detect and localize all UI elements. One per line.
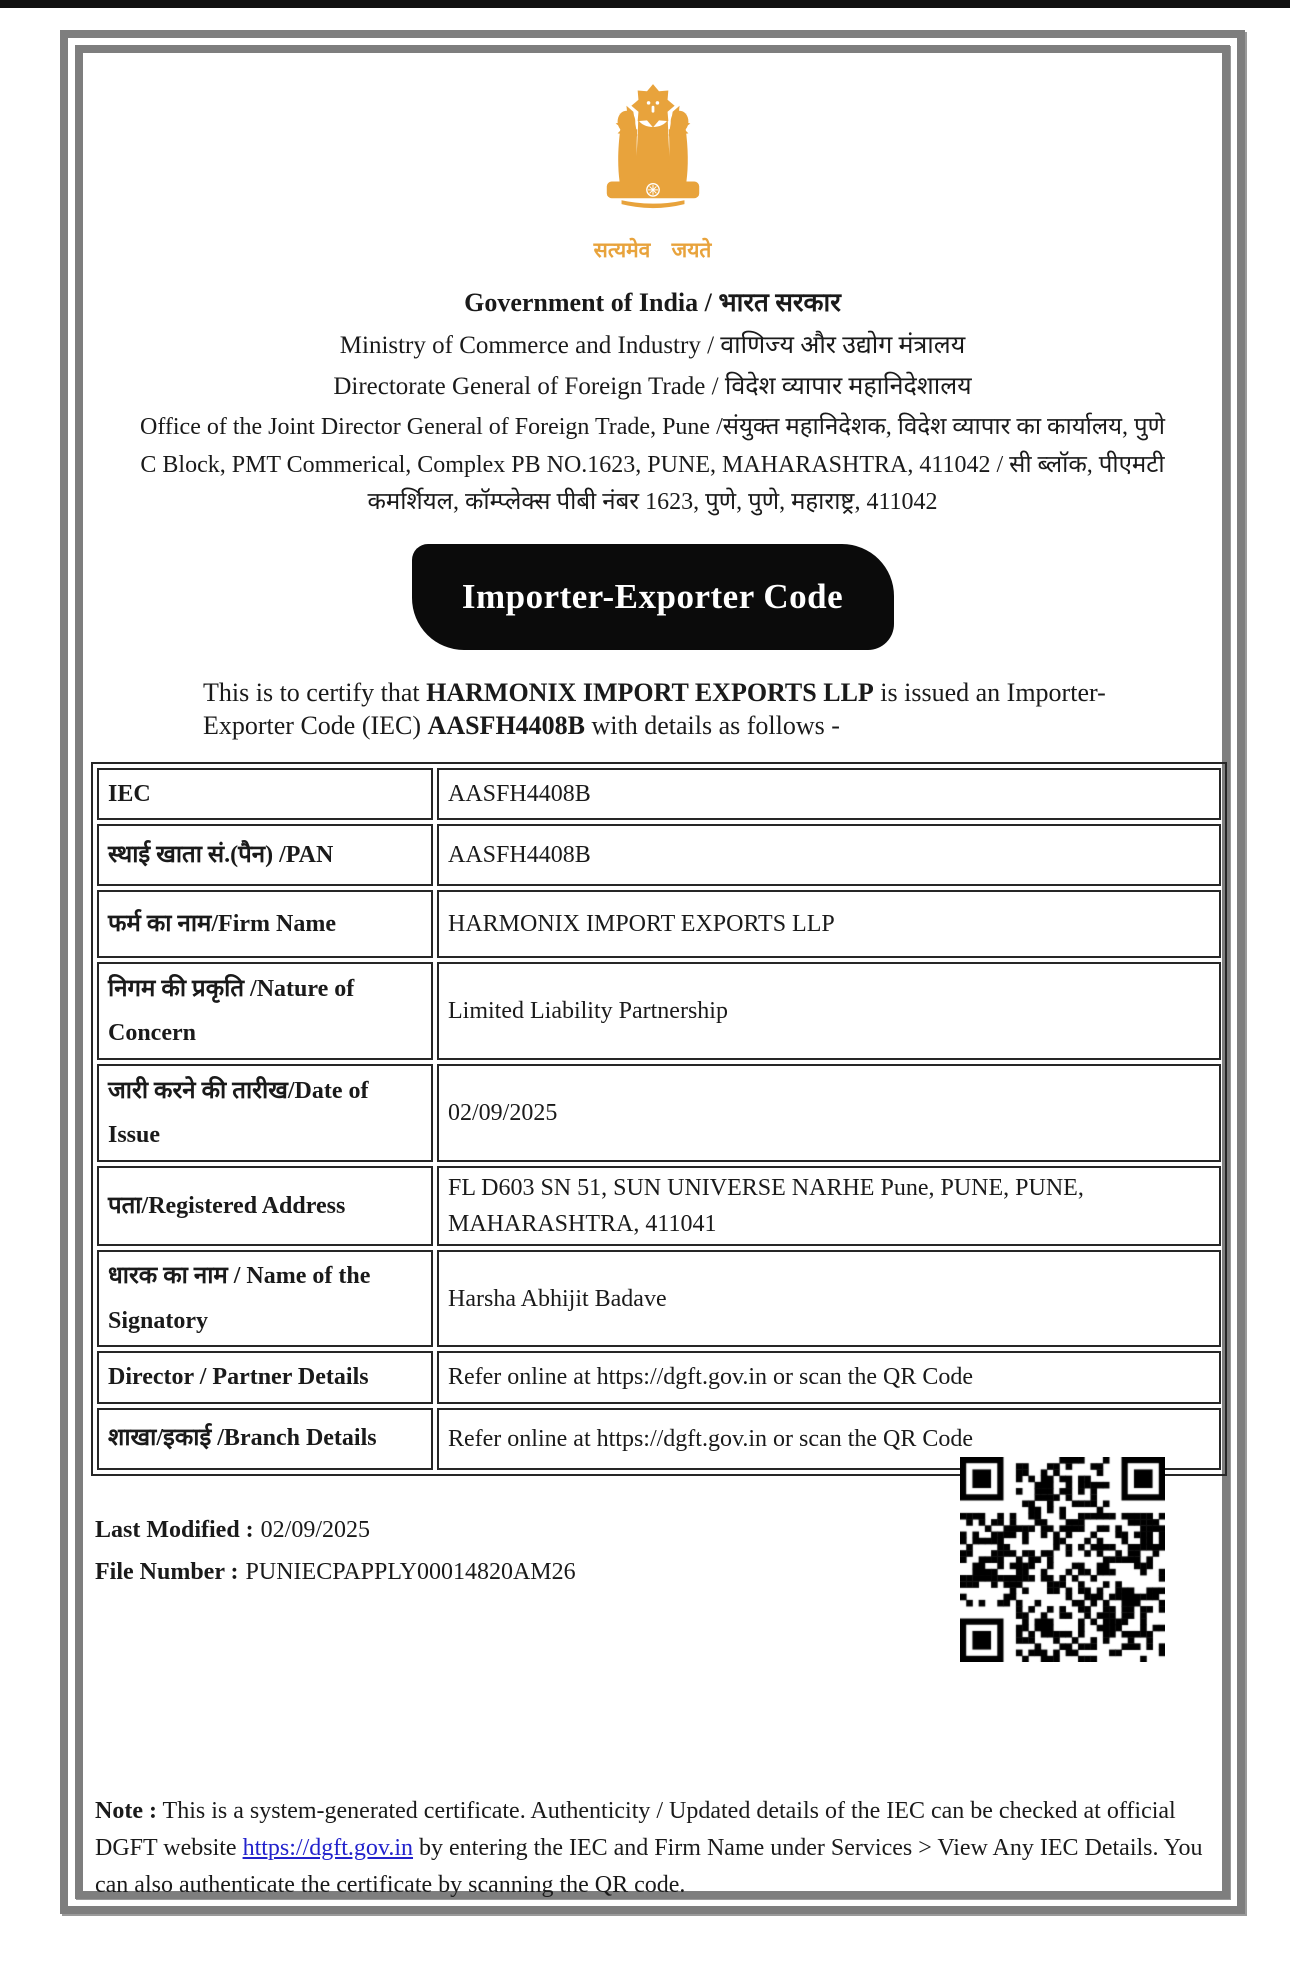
office-address-line-2: कमर्शियल, कॉम्प्लेक्स पीबी नंबर 1623, पुणे, पुणे, महाराष्ट्र, 411042 xyxy=(367,489,938,515)
certify-middle: is issued an Importer-Exporter Code (IEC) xyxy=(203,678,1106,740)
certificate-inner-frame xyxy=(75,45,1230,1899)
row-label: स्थाई खाता सं.(पैन) /PAN xyxy=(97,824,433,886)
qr-code xyxy=(960,1457,1165,1662)
table-row xyxy=(97,1250,1221,1347)
row-label: निगम की प्रकृति /Nature of Concern xyxy=(97,962,433,1060)
row-value: 02/09/2025 xyxy=(437,1064,1221,1162)
certificate-content xyxy=(91,53,1214,1898)
row-value: Limited Liability Partnership xyxy=(437,962,1221,1060)
row-value: HARMONIX IMPORT EXPORTS LLP xyxy=(437,890,1221,958)
dgft-website-link[interactable]: https://dgft.gov.in xyxy=(242,1835,414,1861)
row-value: FL D603 SN 51, SUN UNIVERSE NARHE Pune, PUNE, PUNE, MAHARASHTRA, 411041 xyxy=(437,1166,1221,1246)
office-line: Office of the Joint Director General of Foreign Trade, Pune /संयुक्त महानिदेशक, विदेश व्यापार का कार्यालय, पुणे xyxy=(139,414,1166,440)
note-text-before-link: This is a system-generated certificate. Authenticity / Updated details of the IEC can be checked at official DGFT website xyxy=(95,1798,1176,1861)
table-row xyxy=(97,768,1221,820)
row-label: फर्म का नाम/Firm Name xyxy=(97,890,433,958)
row-label: पता/Registered Address xyxy=(97,1166,433,1246)
row-label: धारक का नाम / Name of the Signatory xyxy=(97,1250,433,1347)
certificate-outer-frame xyxy=(60,30,1245,1914)
last-modified-value: 02/09/2025 xyxy=(260,1516,371,1543)
file-number-value: PUNIECPAPPLY00014820AM26 xyxy=(245,1558,576,1585)
title-badge xyxy=(412,544,894,650)
title-badge-label: Importer-Exporter Code xyxy=(461,577,844,616)
table-row xyxy=(97,1351,1221,1403)
certify-firm-name: HARMONIX IMPORT EXPORTS LLP xyxy=(426,678,874,707)
table-row xyxy=(97,890,1221,958)
ministry-line: Ministry of Commerce and Industry / वाणिज्य और उद्योग मंत्रालय xyxy=(339,332,966,359)
certify-iec-code: AASFH4408B xyxy=(427,711,586,740)
row-label: जारी करने की तारीख/Date of Issue xyxy=(97,1064,433,1162)
file-number-label: File Number : xyxy=(95,1558,239,1585)
row-value: AASFH4408B xyxy=(437,824,1221,886)
office-address-line-1: C Block, PMT Commerical, Complex PB NO.1623, PUNE, MAHARASHTRA, 411042 / सी ब्लॉक, पीएमटी xyxy=(140,452,1165,478)
row-value: Refer online at https://dgft.gov.in or scan the QR Code xyxy=(437,1351,1221,1403)
note-text-after-link: by entering the IEC and Firm Name under Services > View Any IEC Details. You can also authenticate the certificate by scanning the QR code. xyxy=(95,1835,1203,1898)
table-row xyxy=(97,1064,1221,1162)
table-row xyxy=(97,824,1221,886)
note-label: Note : xyxy=(95,1798,157,1824)
last-modified-label: Last Modified : xyxy=(95,1516,254,1543)
dgft-line: Directorate General of Foreign Trade / विदेश व्यापार महानिदेशालय xyxy=(333,373,972,400)
certify-suffix: with details as follows - xyxy=(585,711,840,740)
emblem-block xyxy=(91,77,1214,264)
row-label: शाखा/इकाई /Branch Details xyxy=(97,1408,433,1470)
row-value: Harsha Abhijit Badave xyxy=(437,1250,1221,1347)
top-black-bar xyxy=(0,0,1290,8)
table-row xyxy=(97,1166,1221,1246)
row-label: Director / Partner Details xyxy=(97,1351,433,1403)
emblem-motto: सत्यमेव जयते xyxy=(593,238,712,262)
india-state-emblem-icon xyxy=(594,77,712,229)
certify-paragraph xyxy=(203,676,1138,742)
row-value: AASFH4408B xyxy=(437,768,1221,820)
table-row xyxy=(97,962,1221,1060)
row-value: Refer online at https://dgft.gov.in or scan the QR Code xyxy=(437,1408,1221,1470)
row-label: IEC xyxy=(97,768,433,820)
government-line: Government of India / भारत सरकार xyxy=(464,288,841,317)
iec-details-table xyxy=(91,762,1227,1476)
certify-prefix: This is to certify that xyxy=(203,678,427,707)
note-paragraph xyxy=(95,1793,1217,1904)
